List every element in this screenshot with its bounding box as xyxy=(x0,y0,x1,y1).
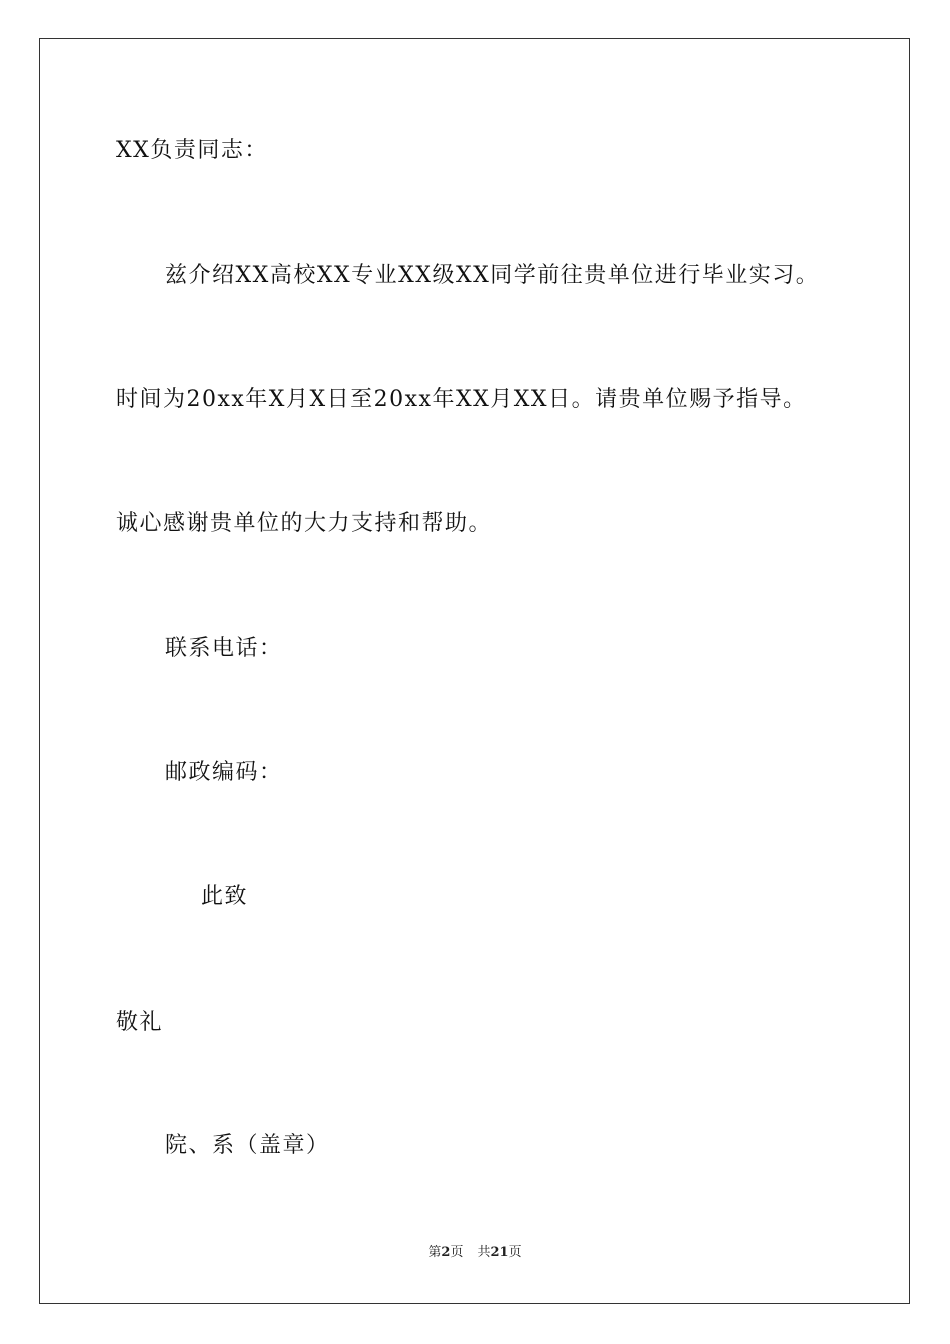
postal-code-label: 邮政编码： xyxy=(165,760,283,785)
salutation: XX负责同志： xyxy=(116,138,268,163)
paragraph-intro: 兹介绍XX高校XX专业XX级XX同学前往贵单位进行毕业实习。 xyxy=(165,263,820,288)
total-prefix: 共 xyxy=(477,1245,491,1260)
total-suffix: 页 xyxy=(508,1245,522,1260)
page-suffix: 页 xyxy=(450,1245,464,1260)
signature-seal: 院、系（盖章） xyxy=(165,1133,330,1158)
page-prefix: 第 xyxy=(428,1245,442,1260)
page-footer xyxy=(0,1244,950,1262)
paragraph-thanks: 诚心感谢贵单位的大力支持和帮助。 xyxy=(116,511,493,536)
paragraph-time: 时间为20xx年X月X日至20xx年XX月XX日。请贵单位赐予指导。 xyxy=(116,387,807,412)
page-number: 2 xyxy=(441,1245,451,1260)
page-frame xyxy=(39,38,910,1304)
contact-phone-label: 联系电话： xyxy=(165,636,283,661)
closing-greeting: 此致 xyxy=(201,884,249,909)
closing-salute: 敬礼 xyxy=(116,1010,164,1035)
total-pages: 21 xyxy=(490,1245,509,1260)
